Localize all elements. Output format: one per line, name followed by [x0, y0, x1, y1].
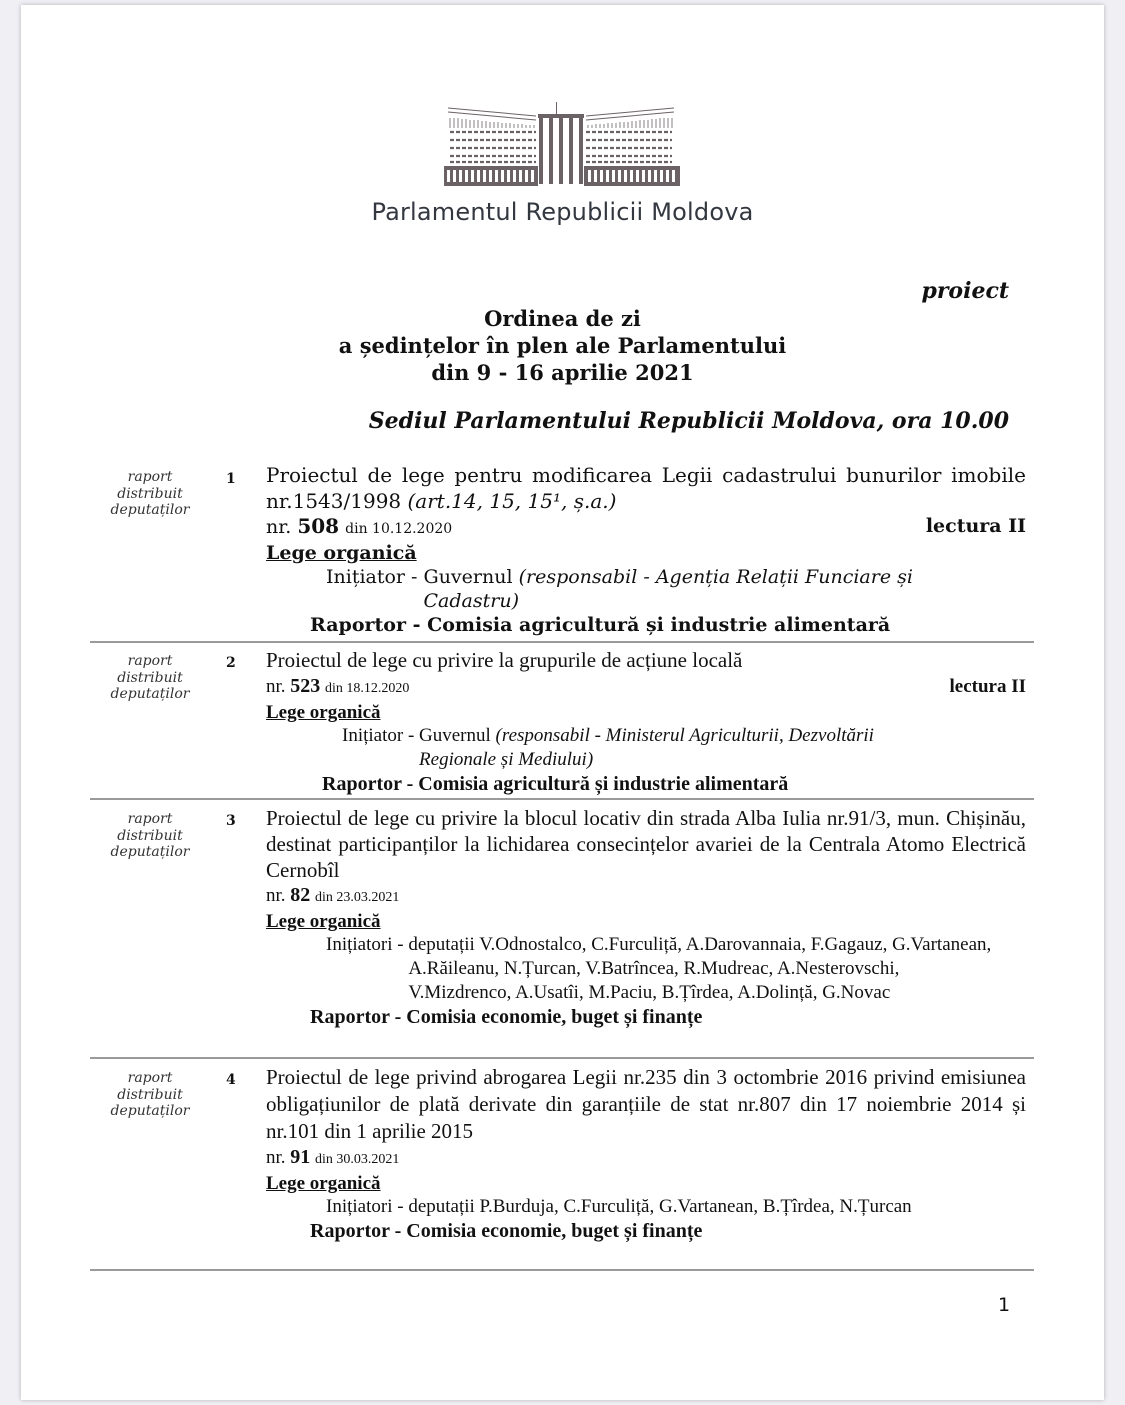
nr-prefix: nr. — [266, 1147, 286, 1168]
agenda-item — [90, 805, 1034, 1059]
law-type: Lege organică — [266, 702, 381, 723]
title-line: din 9 - 16 aprilie 2021 — [431, 360, 694, 385]
raportor-line: Raportor - Comisia economie, buget și finanțe — [310, 1006, 703, 1028]
side-note-line: deputaților — [110, 844, 190, 860]
side-note-line: raport — [127, 811, 173, 827]
nr-prefix: nr. — [266, 516, 292, 538]
side-note-line: raport — [127, 653, 173, 669]
raportor-line: Raportor - Comisia economie, buget și finanțe — [310, 1220, 703, 1242]
registration-line — [266, 883, 1026, 910]
agenda-item — [90, 463, 1034, 643]
side-note — [90, 653, 210, 703]
side-note-line: distribuit — [117, 669, 183, 686]
registration-line — [266, 674, 1026, 701]
page-number: 1 — [998, 1294, 1011, 1316]
document-title — [300, 305, 825, 386]
side-note-line: distribuit — [117, 1086, 183, 1103]
initiator-name: Guvernul — [423, 566, 513, 588]
item-description: Proiectul de lege privind abrogarea Legii nr.235 din 3 octombrie 2016 privind emisiunea obligațiunilor de plată derivate din garanțiile de stat nr.807 din 17 noiembrie 2014 și nr.101 din 1 aprilie 2015 — [266, 1065, 1026, 1143]
law-type: Lege organică — [266, 1173, 381, 1194]
registration-line — [266, 514, 1026, 542]
side-note — [90, 1070, 210, 1120]
title-line: Ordinea de zi — [484, 306, 641, 331]
initiator-label: Inițiatori - — [326, 934, 409, 955]
initiator-name: Guvernul — [419, 725, 496, 746]
item-content — [266, 1064, 1026, 1244]
registration-number: 91 — [290, 1146, 311, 1168]
side-note-line: raport — [127, 1070, 173, 1086]
item-description — [266, 463, 1026, 514]
reading-label: lectura II — [925, 515, 1026, 537]
item-description: Proiectul de lege cu privire la blocul locativ din strada Alba Iulia nr.91/3, mun. Chișinău, destinat participanților la lichidarea consecințelor avariei de la Centrala Atomo Electrică Cernobîl — [266, 806, 1026, 882]
side-note-line: deputaților — [110, 1103, 190, 1119]
agenda-item — [90, 647, 1034, 800]
item-number: 4 — [226, 1072, 236, 1088]
registration-line — [266, 1145, 1026, 1172]
raportor-line: Raportor - Comisia agricultură și industrie alimentară — [322, 773, 789, 795]
title-line: a ședințelor în plen ale Parlamentului — [338, 333, 787, 358]
initiator-row — [266, 1195, 1026, 1219]
description-articles: (art.14, 15, 15¹, ș.a.) — [407, 488, 617, 513]
initiator-row — [266, 724, 1026, 772]
side-note-line: distribuit — [117, 827, 183, 844]
registration-date: din 23.03.2021 — [315, 890, 400, 905]
initiator-note: (responsabil - Ministerul Agriculturii, Dezvoltării Regionale și Mediului) — [419, 725, 874, 770]
side-note-line: deputaților — [110, 686, 190, 702]
item-content — [266, 805, 1026, 1030]
initiator-note: (responsabil - Agenția Relații Funciare și Cadastru) — [423, 566, 913, 612]
item-content — [266, 647, 1026, 797]
initiator-row — [266, 933, 1026, 1005]
initiator-value: deputații V.Odnostalco, C.Furculiță, A.Darovannaia, F.Gagauz, G.Vartanean, A.Răileanu, N.Țurcan, V.Batrîncea, R.Mudreac, A.Nesterovschi, V.Mizdrenco, A.Usatîi, M.Paciu, B.Țîrdea, A.Dolință, G.Novac — [408, 934, 992, 1003]
initiator-label: Inițiatori - — [326, 1196, 409, 1217]
law-type: Lege organică — [266, 911, 381, 932]
registration-number: 82 — [290, 884, 311, 906]
side-note-line: distribuit — [117, 485, 183, 502]
side-note — [90, 469, 210, 519]
description-text: Proiectul de lege pentru modificarea Legii cadastrului bunurilor imobile nr.1543/1998 — [266, 463, 1026, 513]
registration-number: 508 — [297, 514, 340, 538]
agenda-item — [90, 1064, 1034, 1271]
raportor-line: Raportor - Comisia agricultură și industrie alimentară — [310, 614, 891, 636]
registration-date: din 30.03.2021 — [315, 1152, 400, 1167]
initiator-row — [266, 565, 1026, 613]
side-note-line: deputaților — [110, 502, 190, 518]
item-description: Proiectul de lege cu privire la grupurile de acțiune locală — [266, 648, 743, 672]
nr-prefix: nr. — [266, 885, 286, 906]
initiator-value — [419, 724, 1026, 772]
initiator-label: Inițiator - — [342, 725, 420, 746]
registration-number: 523 — [290, 675, 321, 697]
item-number: 2 — [226, 655, 236, 671]
side-note-line: raport — [127, 469, 173, 485]
registration-date: din 10.12.2020 — [345, 521, 453, 537]
law-type: Lege organică — [266, 542, 417, 564]
initiator-label: Inițiator - — [326, 566, 424, 588]
parliament-building-icon — [436, 100, 686, 190]
item-number: 1 — [226, 471, 236, 487]
registration-date: din 18.12.2020 — [325, 681, 410, 696]
venue-line: Sediul Parlamentului Republicii Moldova, ora 10.00 — [368, 408, 1009, 434]
nr-prefix: nr. — [266, 676, 286, 697]
item-content — [266, 463, 1026, 638]
document-status-label: proiect — [921, 278, 1009, 304]
initiator-value: deputații P.Burduja, C.Furculiță, G.Vartanean, B.Țîrdea, N.Țurcan — [408, 1196, 912, 1217]
organization-name: Parlamentul Republicii Moldova — [371, 198, 754, 226]
initiator-value — [424, 565, 1026, 613]
side-note — [90, 811, 210, 861]
item-number: 3 — [226, 813, 236, 829]
reading-label: lectura II — [949, 676, 1026, 697]
